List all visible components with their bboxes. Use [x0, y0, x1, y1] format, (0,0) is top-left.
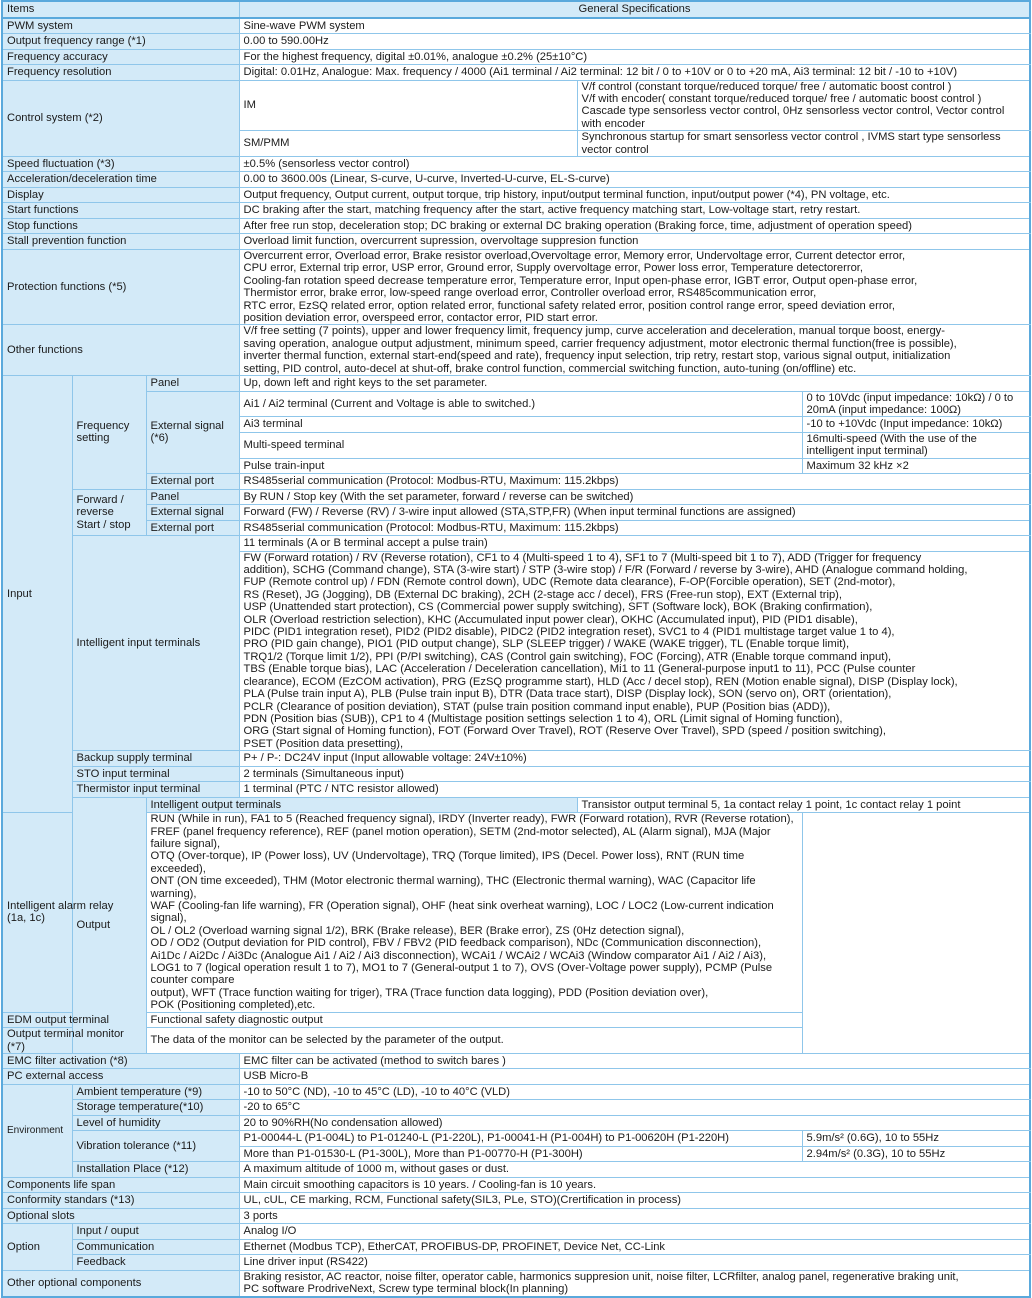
spec-label-cell: Components life span — [2, 1177, 239, 1193]
table-row — [2, 536, 1030, 552]
spec-value-cell: -10 to 50°C (ND), -10 to 45°C (LD), -10 to 40°C (VLD) — [239, 1084, 1030, 1100]
table-row — [2, 520, 1030, 536]
spec-label-cell: Other optional components — [2, 1270, 239, 1296]
spec-value-cell: Up, down left and right keys to the set parameter. — [239, 376, 1030, 392]
spec-value-cell: 1 terminal (PTC / NTC resistor allowed) — [239, 782, 1030, 798]
spec-label-cell: Feedback — [72, 1255, 239, 1271]
table-row — [2, 1224, 1030, 1240]
spec-value-cell: UL, cUL, CE marking, RCM, Functional safety(SIL3, PLe, STO)(Crertification in process) — [239, 1193, 1030, 1209]
spec-value-cell: -10 to +10Vdc (Input impedance: 10kΩ) — [802, 417, 1030, 433]
general-specifications-table — [1, 0, 1031, 1298]
table-row — [2, 218, 1030, 234]
header-items: Items — [2, 1, 239, 18]
table-header-row — [2, 1, 1030, 18]
spec-value-cell: Main circuit smoothing capacitors is 10 years. / Cooling-fan is 10 years. — [239, 1177, 1030, 1193]
header-general-specifications: General Specifications — [239, 1, 1030, 18]
spec-label-cell: EDM output terminal — [2, 1012, 146, 1028]
table-row — [2, 49, 1030, 65]
table-row — [2, 156, 1030, 172]
spec-label-cell: External port — [146, 474, 239, 490]
spec-value-cell: Forward (FW) / Reverse (RV) / 3-wire input allowed (STA,STP,FR) (When input terminal functions are assigned) — [239, 505, 1030, 521]
spec-value-cell: Ai3 terminal — [239, 417, 802, 433]
table-row — [2, 203, 1030, 219]
spec-value-cell: Braking resistor, AC reactor, noise filter, operator cable, harmonics suppresion unit, noise filter, LCRfilter, analog panel, regenerative braking unit, PC software ProdriveNext, Screw type terminal block(In planning) — [239, 1270, 1030, 1296]
spec-label-cell: Other functions — [2, 325, 239, 376]
spec-value-cell: 2 terminals (Simultaneous input) — [239, 766, 1030, 782]
spec-label-cell: Optional slots — [2, 1208, 239, 1224]
table-row — [2, 1177, 1030, 1193]
table-row — [2, 187, 1030, 203]
spec-label-cell: EMC filter activation (*8) — [2, 1053, 239, 1069]
spec-label-cell: Thermistor input terminal — [72, 782, 239, 798]
spec-value-cell: Analog I/O — [239, 1224, 1030, 1240]
spec-value-cell: EMC filter can be activated (method to switch bares ) — [239, 1053, 1030, 1069]
spec-value-cell: Output frequency, Output current, output torque, trip history, input/output terminal function, input/output power (*4), PN voltage, etc. — [239, 187, 1030, 203]
spec-label-cell: Conformity standars (*13) — [2, 1193, 239, 1209]
spec-value-cell: 0 to 10Vdc (input impedance: 10kΩ) / 0 to 20mA (input impedance: 100Ω) — [802, 391, 1030, 417]
table-row — [2, 1162, 1030, 1178]
spec-value-cell: More than P1-01530-L (P1-300L), More than P1-00770-H (P1-300H) — [239, 1146, 802, 1162]
spec-label-cell: Storage temperature(*10) — [72, 1100, 239, 1116]
spec-label-cell: External signal — [146, 505, 239, 521]
table-row — [2, 1012, 1030, 1028]
spec-label-cell: Vibration tolerance (*11) — [72, 1131, 239, 1162]
spec-value-cell: SM/PMM — [239, 131, 577, 157]
table-row — [2, 34, 1030, 50]
spec-value-cell: FW (Forward rotation) / RV (Reverse rotation), CF1 to 4 (Multi-speed 1 to 4), SF1 to 7 (Multi-speed bit 1 to 7), ADD (Trigger for frequency addition), SCHG (Command change), STA (3-wire start) / STP (3-wire stop) / F/R (Forward / reverse by 3-wire), AHD (Analogue command holding, FUP (Remote control up) / FDN (Remote control down), UDC (Remote data clearance), F-OP(Forcible operation), SET (2nd-motor), RS (Reset), JG (Jogging), DB (External DC braking), 2CH (2-stage acc / decel), FRS (Free-run stop), EXT (External trip), USP (Unattended start protection), CS (Commercial power supply switching), SFT (Software lock), BOK (Braking confirmation), OLR (Overload restriction selection), KHC (Accumulated input power clear), OKHC (Accumulated input), PID (PID1 disable), PIDC (PID1 integration reset), PID2 (PID2 disable), PIDC2 (PID2 integration reset), SVC1 to 4 (PID1 multistage target value 1 to 4), PRO (PID gain change), PIO1 (PID output change), SLP (SLEEP trigger) / WAKE (WAKE trigger), TL (Enable torque limit), TRQ1/2 (Torque limit 1/2), PPI (P/PI switching), CAS (Control gain switching), FOC (Forcing), ATR (Enable torque command input), TBS (Enable torque bias), LAC (Acceleration / Deceleration cancellation), Mi1 to 11 (General-purpose input1 to 11), PCC (Pulse counter clearance), ECOM (EzCOM activation), PRG (EzSQ programme start), HLD (Acc / decel stop), REN (Motion enable signal), DISP (Display lock), PLA (Pulse train input A), PLB (Pulse train input B), DTR (Data trace start), DISP (Display lock), SON (servo on), ORT (orientation), PCLR (Clearance of position deviation), STAT (pulse train position command input enable), PUP (Position bias (ADD)), PDN (Position bias (SUB)), CP1 to 4 (Multistage position settings selection 1 to 4), ORL (Limit signal of Homing function), ORG (Start signal of Homing function), FOT (Forward Over Travel), ROT (Reserve Over Travel), SPD (speed / position switching), PSET (Position data presetting), — [239, 551, 1030, 751]
spec-label-cell: Forward / reverse Start / stop — [72, 489, 146, 536]
spec-value-cell: IM — [239, 80, 577, 131]
spec-label-cell: Level of humidity — [72, 1115, 239, 1131]
spec-label-cell: External port — [146, 520, 239, 536]
spec-value-cell: P1-00044-L (P1-004L) to P1-01240-L (P1-220L), P1-00041-H (P1-004H) to P1-00620H (P1-220H) — [239, 1131, 802, 1147]
spec-label-cell: Stop functions — [2, 218, 239, 234]
spec-value-cell: DC braking after the start, matching frequency after the start, active frequency matching start, Low-voltage start, retry restart. — [239, 203, 1030, 219]
spec-value-cell: Ai1 / Ai2 terminal (Current and Voltage is able to switched.) — [239, 391, 802, 417]
spec-value-cell: 20 to 90%RH(No condensation allowed) — [239, 1115, 1030, 1131]
table-row — [2, 325, 1030, 376]
table-row — [2, 782, 1030, 798]
spec-value-cell: Pulse train-input — [239, 458, 802, 474]
spec-value-cell: RS485serial communication (Protocol: Modbus-RTU, Maximum: 115.2kbps) — [239, 474, 1030, 490]
spec-value-cell: 2.94m/s² (0.3G), 10 to 55Hz — [802, 1146, 1030, 1162]
spec-label-cell: Control system (*2) — [2, 80, 239, 156]
table-row — [2, 1115, 1030, 1131]
spec-value-cell: 5.9m/s² (0.6G), 10 to 55Hz — [802, 1131, 1030, 1147]
spec-value-cell: The data of the monitor can be selected by the parameter of the output. — [146, 1028, 802, 1054]
spec-value-cell: After free run stop, deceleration stop; DC braking or external DC braking operation (Braking force, time, adjustment of operation speed) — [239, 218, 1030, 234]
spec-label-cell: Acceleration/deceleration time — [2, 172, 239, 188]
spec-value-cell: Overcurrent error, Overload error, Brake resistor overload,Overvoltage error, Memory error, Undervoltage error, Current detector error, CPU error, External trip error, USP error, Ground error, Supply overvoltage error, Power loss error, Temperature detectorerror, Cooling-fan rotation speed decrease temperature error, Temperature error, Input open-phase error, IGBT error, Output open-phase error, Thermistor error, brake error, low-speed range overload error, Controller overload error, RS485communication error, RTC error, EzSQ related error, option related error, functional safety related error, position control range error, speed deviation error, position deviation error, overspeed error, contactor error, PID start error. — [239, 249, 1030, 324]
spec-value-cell: V/f control (constant torque/reduced torque/ free / automatic boost control ) V/f with encoder( constant torque/reduced torque/ free / automatic boost control ) Cascade type sensorless vector control, 0Hz sensorless vector control, Vector control with encoder — [577, 80, 1030, 131]
table-row — [2, 1028, 1030, 1054]
spec-label-cell: Panel — [146, 376, 239, 392]
spec-table-body — [2, 1, 1030, 1297]
spec-label-cell: External signal (*6) — [146, 391, 239, 474]
spec-label-cell: Protection functions (*5) — [2, 249, 239, 324]
table-row — [2, 1193, 1030, 1209]
spec-value-cell: Transistor output terminal 5, 1a contact relay 1 point, 1c contact relay 1 point — [577, 797, 1030, 813]
table-row — [2, 1131, 1030, 1147]
spec-value-cell: Functional safety diagnostic output — [146, 1012, 802, 1028]
spec-value-cell: RS485serial communication (Protocol: Modbus-RTU, Maximum: 115.2kbps) — [239, 520, 1030, 536]
table-row — [2, 234, 1030, 250]
table-row — [2, 80, 1030, 131]
spec-label-cell: Output terminal monitor (*7) — [2, 1028, 146, 1054]
spec-label-cell: Frequency accuracy — [2, 49, 239, 65]
table-row — [2, 376, 1030, 392]
table-row — [2, 391, 1030, 417]
spec-value-cell: Multi-speed terminal — [239, 432, 802, 458]
table-row — [2, 505, 1030, 521]
table-row — [2, 172, 1030, 188]
spec-value-cell: RUN (While in run), FA1 to 5 (Reached frequency signal), IRDY (Inverter ready), FWR (Forward rotation), RVR (Reverse rotation), FREF (panel frequency reference), REF (panel motion operation), SETM (2nd-motor selected), AL (Alarm signal), MJA (Major failure signal), OTQ (Over-torque), IP (Power loss), UV (Undervoltage), TRQ (Torque limited), IPS (Decel. Power loss), RNT (RUN time exceeded), ONT (ON time exceeded), THM (Motor electronic thermal warning), THC (Electronic thermal warning), WAC (Capacitor life warning), WAF (Cooling-fan life warning), FR (Operation signal), OHF (heat sink overheat warning), LOC / LOC2 (Low-current indication signal), OL / OL2 (Overload warning signal 1/2), BRK (Brake release), BER (Brake error), ZS (0Hz detection signal), OD / OD2 (Output deviation for PID control), FBV / FBV2 (PID feedback comparison), NDc (Communication disconnection), Ai1Dc / Ai2Dc / Ai3Dc (Analogue Ai1 / Ai2 / Ai3 disconnection), WCAi1 / WCAi2 / WCAi3 (Window comparator Ai1 / Ai2 / Ai3), LOG1 to 7 (logical operation result 1 to 7), MO1 to 7 (General-output 1 to 7), OVS (Over-Voltage power supply), PCMP (Pulse counter compare output), WFT (Trace function waiting for triger), TRA (Trace function data logging), PDD (Position deviation over), POK (Positioning completed),etc. — [146, 813, 802, 1013]
spec-value-cell: USB Micro-B — [239, 1069, 1030, 1085]
spec-label-cell: PWM system — [2, 18, 239, 34]
table-row — [2, 766, 1030, 782]
spec-value-cell: By RUN / Stop key (With the set parameter, forward / reverse can be switched) — [239, 489, 1030, 505]
spec-label-cell: Display — [2, 187, 239, 203]
spec-label-cell: Input — [2, 376, 72, 813]
spec-value-cell: Sine-wave PWM system — [239, 18, 1030, 34]
spec-label-cell: Output frequency range (*1) — [2, 34, 239, 50]
table-row — [2, 1270, 1030, 1296]
table-row — [2, 1239, 1030, 1255]
spec-value-cell: -20 to 65°C — [239, 1100, 1030, 1116]
spec-value-cell: V/f free setting (7 points), upper and lower frequency limit, frequency jump, curve acceleration and deceleration, manual torque boost, energy- saving operation, analogue output adjustment, minimum speed, carrier frequency adjustment, motor electronic thermal function(free is possible), inverter thermal function, external start-end(speed and rate), frequency input selection, trip retry, restart stop, various signal output, initialization setting, PID control, auto-decel at shut-off, brake control function, commercial switching function, auto-tuning (on/offline) etc. — [239, 325, 1030, 376]
spec-label-cell: Option — [2, 1224, 72, 1271]
spec-label-cell: Backup supply terminal — [72, 751, 239, 767]
table-row — [2, 18, 1030, 34]
table-row — [2, 751, 1030, 767]
spec-value-cell: For the highest frequency, digital ±0.01%, analogue ±0.2% (25±10°C) — [239, 49, 1030, 65]
spec-value-cell: A maximum altitude of 1000 m, without gases or dust. — [239, 1162, 1030, 1178]
spec-value-cell: Maximum 32 kHz ×2 — [802, 458, 1030, 474]
spec-label-cell: Environment — [2, 1084, 72, 1177]
table-row — [2, 1069, 1030, 1085]
spec-label-cell: Frequency resolution — [2, 65, 239, 81]
spec-value-cell: 11 terminals (A or B terminal accept a pulse train) — [239, 536, 1030, 552]
spec-label-cell: Intelligent alarm relay (1a, 1c) — [2, 813, 146, 1013]
spec-label-cell: Frequency setting — [72, 376, 146, 490]
spec-label-cell: Installation Place (*12) — [72, 1162, 239, 1178]
table-row — [2, 489, 1030, 505]
spec-value-cell: Digital: 0.01Hz, Analogue: Max. frequency / 4000 (Ai1 terminal / Ai2 terminal: 12 bit / 0 to +10V or 0 to +20 mA, Ai3 terminal: 12 bit / -10 to +10V) — [239, 65, 1030, 81]
spec-label-cell: Output — [72, 797, 146, 1053]
spec-value-cell: 0.00 to 3600.00s (Linear, S-curve, U-curve, Inverted-U-curve, EL-S-curve) — [239, 172, 1030, 188]
spec-value-cell: Overload limit function, overcurrent supression, overvoltage suppresion function — [239, 234, 1030, 250]
spec-label-cell: Input / ouput — [72, 1224, 239, 1240]
spec-value-cell: Synchronous startup for smart sensorless vector control , IVMS start type sensorless vector control — [577, 131, 1030, 157]
spec-label-cell: Intelligent input terminals — [72, 536, 239, 751]
table-row — [2, 1100, 1030, 1116]
table-row — [2, 1084, 1030, 1100]
table-row — [2, 797, 1030, 813]
table-row — [2, 474, 1030, 490]
spec-label-cell: Communication — [72, 1239, 239, 1255]
spec-label-cell: Speed fluctuation (*3) — [2, 156, 239, 172]
spec-label-cell: Stall prevention function — [2, 234, 239, 250]
spec-label-cell: Start functions — [2, 203, 239, 219]
spec-value-cell: 16multi-speed (With the use of the intelligent input terminal) — [802, 432, 1030, 458]
spec-value-cell: P+ / P-: DC24V input (Input allowable voltage: 24V±10%) — [239, 751, 1030, 767]
spec-value-cell: 3 ports — [239, 1208, 1030, 1224]
spec-value-cell: 0.00 to 590.00Hz — [239, 34, 1030, 50]
spec-label-cell: Panel — [146, 489, 239, 505]
table-row — [2, 249, 1030, 324]
spec-value-cell: ±0.5% (sensorless vector control) — [239, 156, 1030, 172]
table-row — [2, 1255, 1030, 1271]
spec-value-cell: Line driver input (RS422) — [239, 1255, 1030, 1271]
spec-label-cell: Intelligent output terminals — [146, 797, 577, 813]
table-row — [2, 65, 1030, 81]
spec-value-cell: Ethernet (Modbus TCP), EtherCAT, PROFIBUS-DP, PROFINET, Device Net, CC-Link — [239, 1239, 1030, 1255]
table-row — [2, 1053, 1030, 1069]
table-row — [2, 813, 1030, 1013]
spec-label-cell: STO input terminal — [72, 766, 239, 782]
spec-label-cell: Ambient temperature (*9) — [72, 1084, 239, 1100]
spec-label-cell: PC external access — [2, 1069, 239, 1085]
